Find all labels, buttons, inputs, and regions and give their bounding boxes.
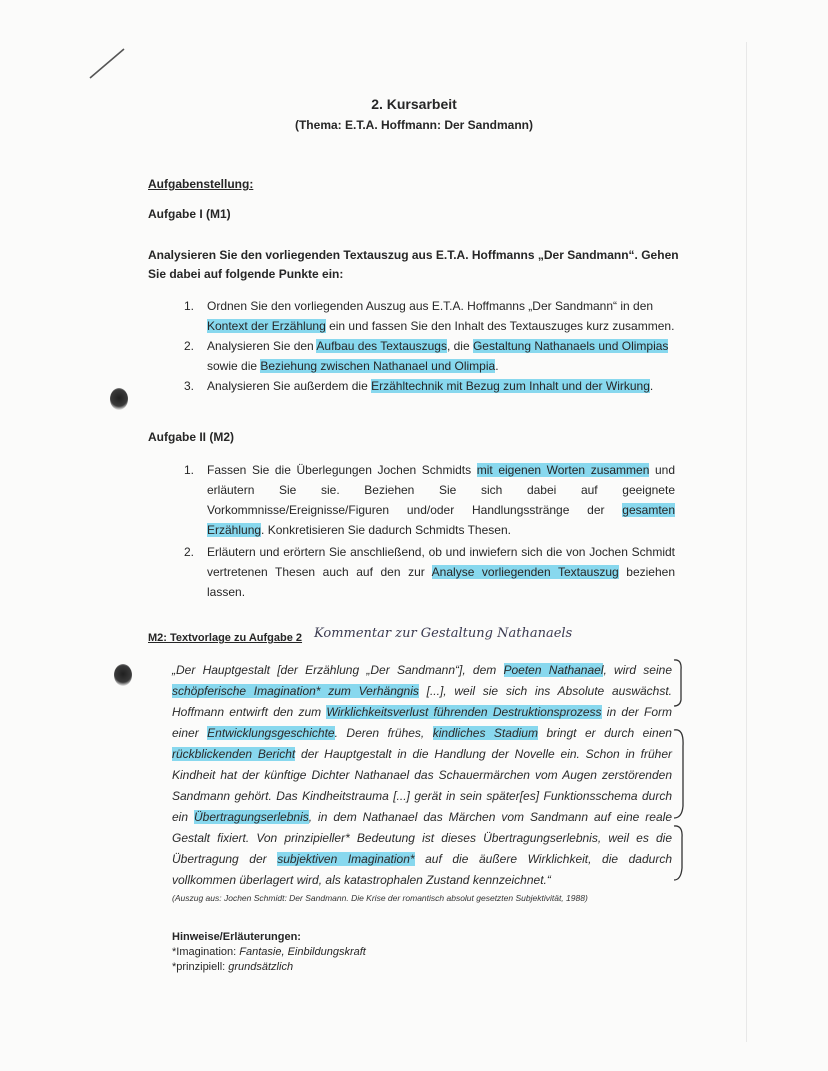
- paper-edge-line: [746, 42, 747, 1042]
- item-text: ein und fassen Sie den Inhalt des Textauszuges kurz zusammen.: [325, 319, 675, 333]
- item-text: . Konkretisieren Sie dadurch Schmidts Thesen.: [261, 523, 511, 537]
- highlight: Kontext der Erzählung: [207, 319, 326, 333]
- item-text: sowie die: [207, 359, 261, 373]
- list-number: 2.: [184, 545, 195, 559]
- item-text: , die: [446, 339, 473, 353]
- handwritten-brackets: [672, 656, 692, 888]
- quote-source: (Auszug aus: Jochen Schmidt: Der Sandmann. Die Krise der romantisch absolut gesetzten Subjektivität, 1988): [172, 893, 588, 903]
- punch-hole-top: [110, 388, 128, 410]
- highlight: Analyse vorliegenden Textauszug: [431, 565, 619, 579]
- list-number: 1.: [184, 299, 195, 313]
- task2-list: [184, 460, 675, 602]
- item-text: Analysieren Sie außerdem die: [207, 379, 372, 393]
- highlight: Entwicklungsgeschichte: [207, 726, 335, 740]
- list-number: 2.: [184, 339, 195, 353]
- quote-text: „Der Hauptgestalt [der Erzählung „Der Sandmann“], dem: [172, 663, 504, 677]
- quote-text: bringt er durch einen: [537, 726, 672, 740]
- highlight: Poeten Nathanael: [503, 663, 604, 677]
- document-title: 2. Kursarbeit: [371, 96, 457, 112]
- item-text: und erläutern Sie sie. Beziehen Sie sich dabei auf geeignete Vorkommnisse/Ereignisse/Figuren und/oder Handlungsstränge der: [207, 463, 676, 517]
- quote-text: der Hauptgestalt in die Handlung der Novelle ein. Schon in früher Kindheit hat der künftige Dichter Nathanael das Schauermärchen vom Augen zerstörenden Sandmann gehört. Das Kindheitstrauma [...] gerät in sein später[es] Funktionsschema durch ein: [172, 747, 672, 824]
- quote-text: , wird seine: [603, 663, 672, 677]
- highlight: Wirklichkeitsverlust führenden Destruktionsprozess: [326, 705, 602, 719]
- task1-heading: Aufgabe I (M1): [148, 207, 231, 221]
- highlight: Beziehung zwischen Nathanael und Olimpia: [260, 359, 496, 373]
- handwritten-note: Kommentar zur Gestaltung Nathanaels: [314, 626, 573, 641]
- quote-text: , in dem Nathanael das Märchen vom Sandmann auf eine reale Gestalt fixiert. Von prinzipieller* Bedeutung ist dieses Übertragungserlebnis, weil es die Übertragung der: [172, 810, 672, 866]
- task1-list: [184, 296, 675, 396]
- m2-quote: [172, 660, 672, 891]
- task1-intro-line1: Analysieren Sie den vorliegenden Textauszug aus E.T.A. Hoffmanns „Der Sandmann“. Gehen: [148, 248, 679, 262]
- m2-heading: M2: Textvorlage zu Aufgabe 2: [148, 632, 303, 644]
- quote-text: in der Form einer: [172, 705, 672, 740]
- task1-intro-line2: Sie dabei auf folgende Punkte ein:: [148, 267, 344, 281]
- item-text: .: [495, 359, 499, 373]
- quote-text: auf die äußere Wirklichkeit, die dadurch vollkommen überlagert wird, als katastrophalen Zustand kennzeichnet.“: [172, 852, 673, 887]
- highlight: gesamten Erzählung: [207, 503, 675, 537]
- note-key: *prinzipiell:: [172, 961, 229, 973]
- highlight: Aufbau des Textauszugs: [316, 339, 447, 353]
- note-value: grundsätzlich: [228, 961, 294, 973]
- note-imagination: [172, 945, 366, 960]
- note-value: Fantasie, Einbildungskraft: [239, 946, 366, 958]
- task1-item-2: [184, 336, 675, 376]
- punch-hole-bottom: [114, 664, 132, 686]
- quote-text: . Deren frühes,: [334, 726, 433, 740]
- task1-item-3: [184, 376, 675, 396]
- task2-item-2: [184, 542, 675, 602]
- note-key: *Imagination:: [172, 946, 240, 958]
- item-text: Fassen Sie die Überlegungen Jochen Schmidts: [207, 463, 477, 477]
- highlight: Gestaltung Nathanaels und Olimpias: [472, 339, 669, 353]
- task1-intro: [148, 246, 679, 284]
- list-number: 1.: [184, 463, 195, 477]
- task2-heading: Aufgabe II (M2): [148, 430, 234, 444]
- highlight: kindliches Stadium: [432, 726, 538, 740]
- notes-heading: Hinweise/Erläuterungen:: [172, 931, 301, 943]
- item-text: Erläutern und erörtern Sie anschließend, ob und inwiefern sich die von Jochen Schmidt vertretenen Thesen auch auf den zur: [207, 545, 675, 579]
- highlight: subjektiven Imagination*: [277, 852, 415, 866]
- item-text: Analysieren Sie den: [207, 339, 317, 353]
- highlight: schöpferische Imagination* zum Verhängnis: [172, 684, 419, 698]
- item-text: Ordnen Sie den vorliegenden Auszug aus E.T.A. Hoffmanns „Der Sandmann“ in den: [207, 299, 654, 313]
- highlight: Übertragungserlebnis: [194, 810, 309, 824]
- item-text: .: [649, 379, 654, 393]
- task1-item-1: [184, 296, 675, 336]
- highlight: Erzähltechnik mit Bezug zum Inhalt und der Wirkung: [371, 379, 650, 393]
- list-number: 3.: [184, 379, 195, 393]
- task2-item-1: [184, 460, 675, 540]
- highlight: mit eigenen Worten zusammen: [476, 463, 650, 477]
- notes: [172, 930, 366, 975]
- quote-text: [...], weil sie sich ins Absolute auswächst. Hoffmann entwirft den zum: [172, 684, 672, 719]
- item-text: beziehen lassen.: [207, 565, 675, 599]
- document-subtitle: (Thema: E.T.A. Hoffmann: Der Sandmann): [294, 118, 533, 132]
- aufgabenstellung-heading: Aufgabenstellung:: [148, 177, 254, 191]
- pencil-mark: [88, 46, 128, 82]
- note-prinzipiell: [172, 960, 366, 975]
- highlight: rückblickenden Bericht: [172, 747, 296, 761]
